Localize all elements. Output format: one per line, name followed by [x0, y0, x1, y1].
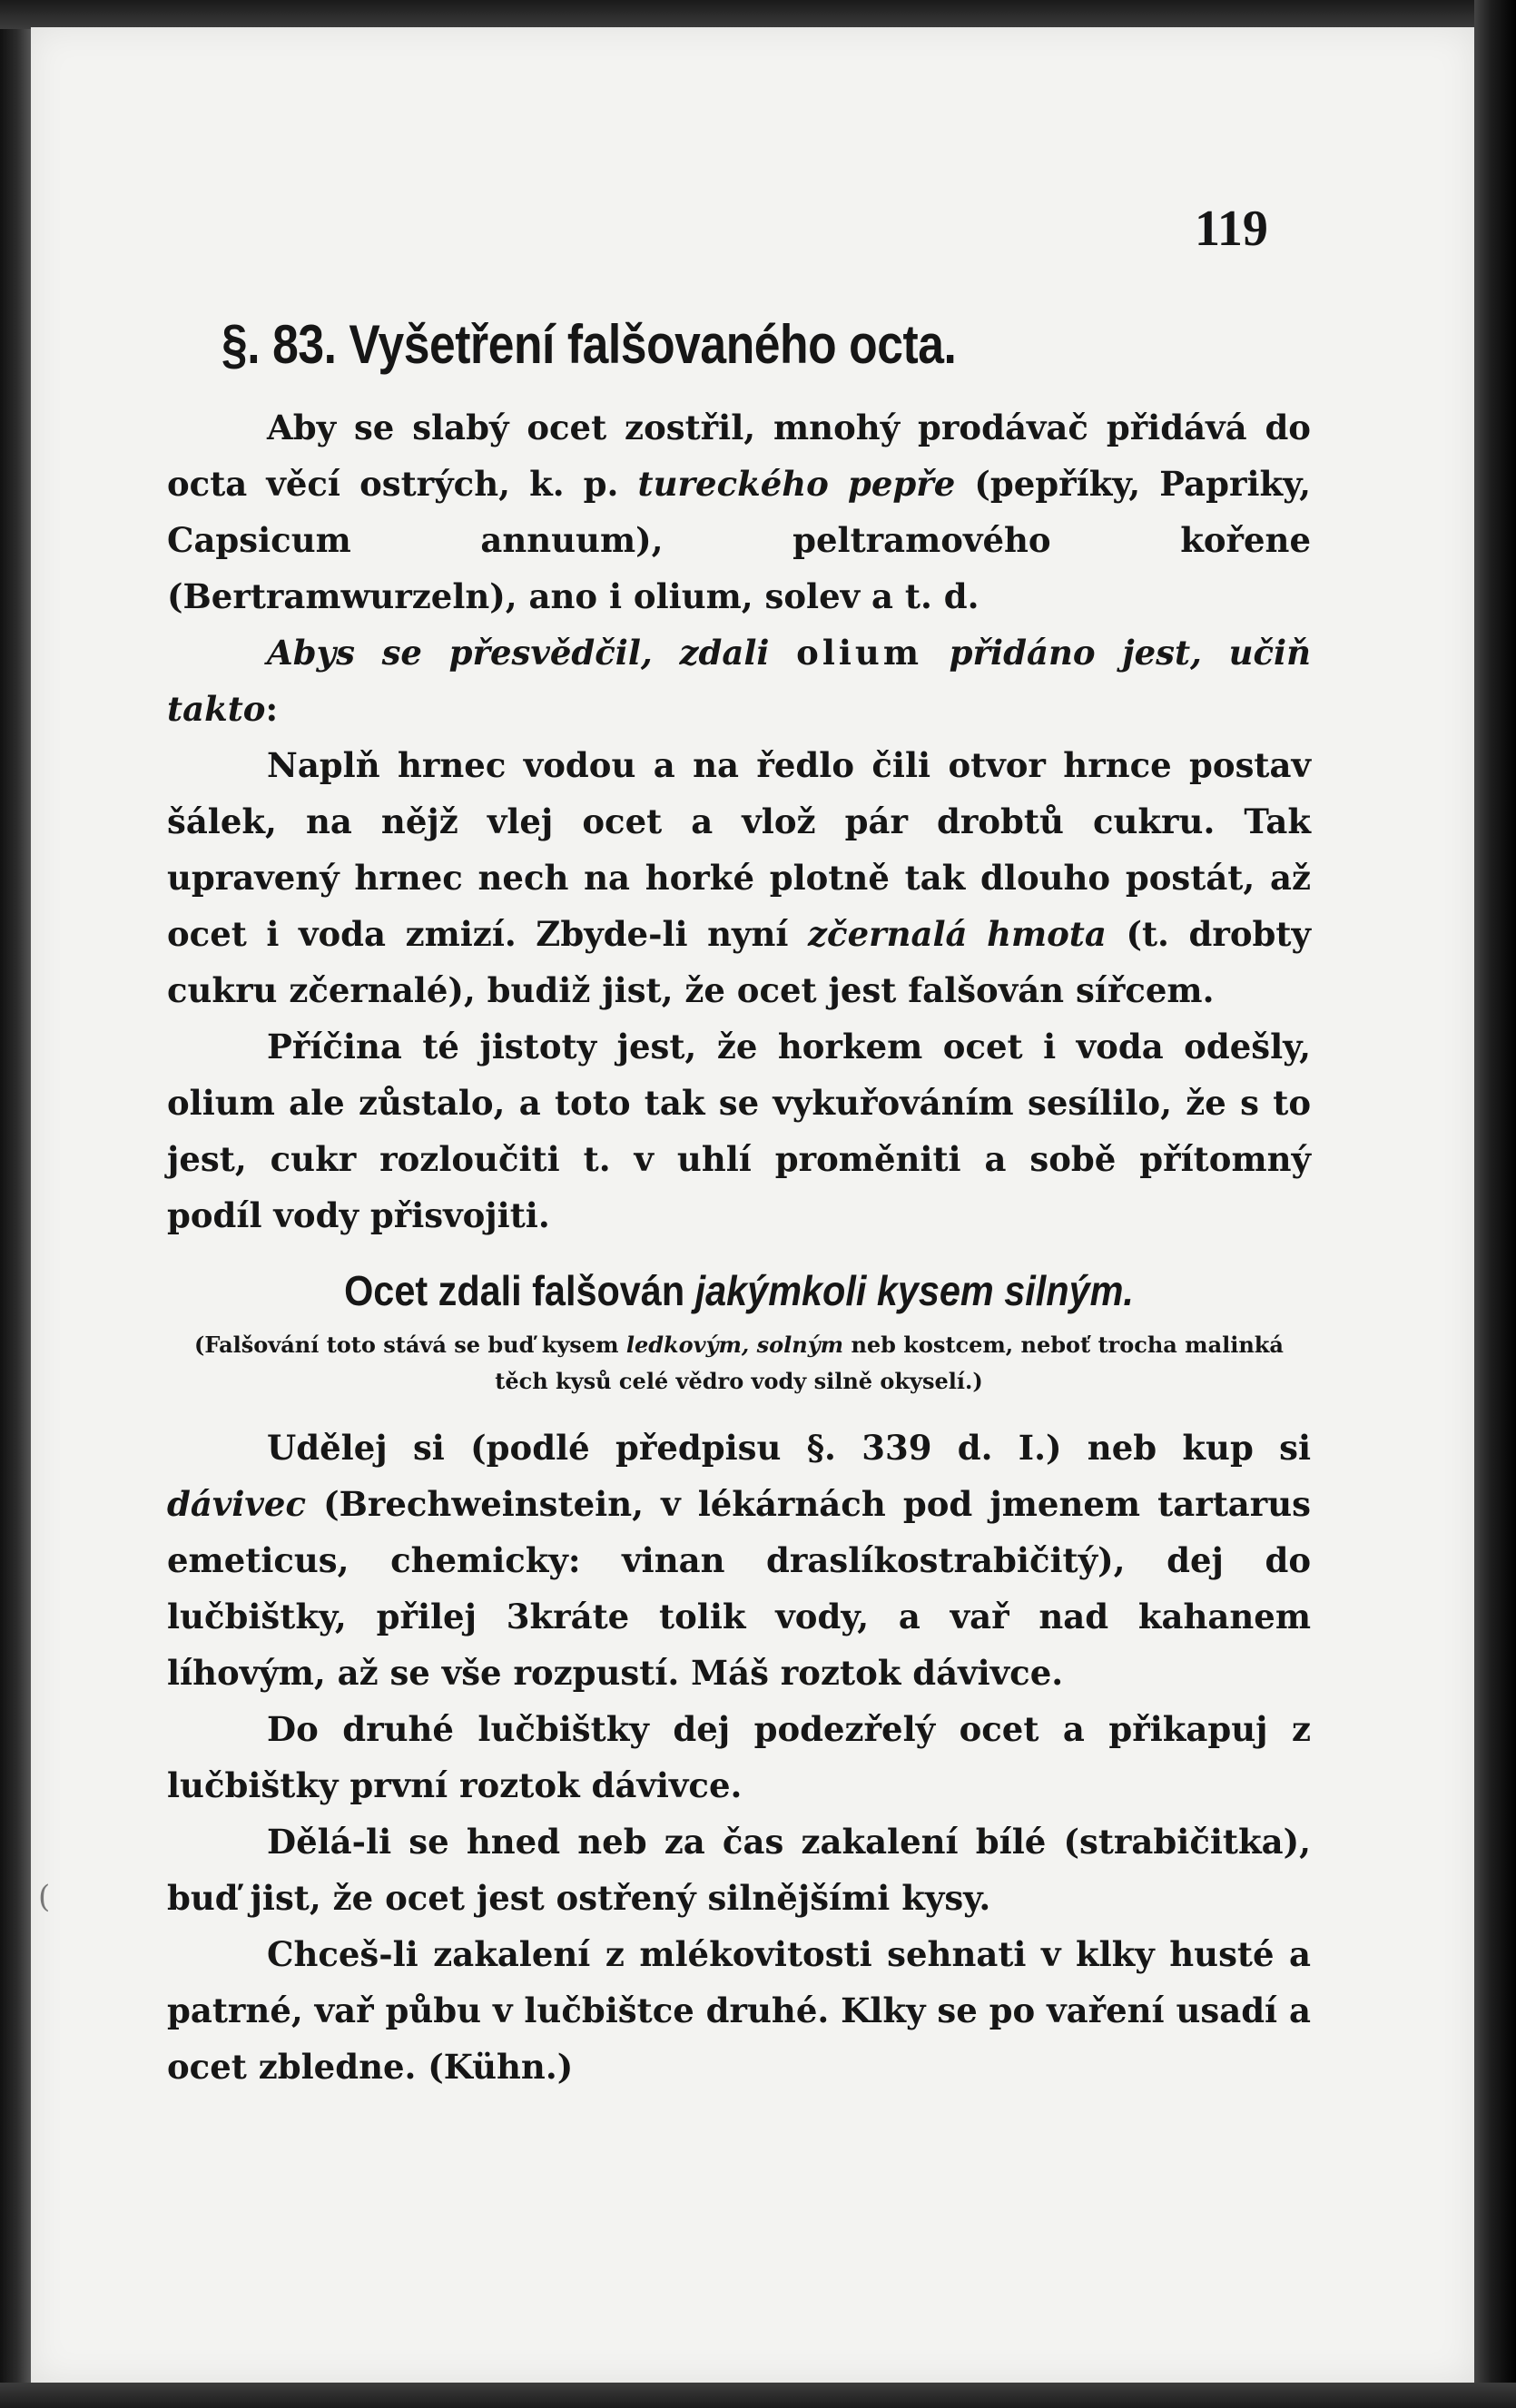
page-text: [167, 313, 1311, 2095]
paragraph-7: Dělá-li se hned neb za čas zakalení bílé (strabičitka), buď jist, že ocet jest ostřený silnějšími kysy.: [167, 1822, 1311, 1918]
note-italic: ledkovým, solným: [625, 1332, 844, 1358]
paragraph-1: [167, 399, 1311, 624]
paragraph-2-spaced: olium: [796, 633, 922, 673]
paragraph-5-text: Udělej si (podlé předpisu §. 339 d. I.) neb kup si: [267, 1428, 1311, 1468]
scan-border-right: [1474, 0, 1516, 2408]
paragraph-1-italic: tureckého pepře: [637, 464, 956, 504]
subsection-heading-italic: jakýmkoli kysem silným.: [694, 1267, 1134, 1314]
paragraph-2-italic-b: přidáno jest, učiň takto: [167, 633, 1311, 729]
scan-border-left: [0, 0, 31, 2408]
book-page: [31, 27, 1474, 2383]
margin-mark: (: [38, 1879, 51, 1915]
paragraph-5: [167, 1420, 1311, 1701]
paragraph-4: Příčina té jistoty jest, že horkem ocet i voda odešly, olium ale zůstalo, a toto tak se vykuřováním sesílilo, že s to jest, cukr rozloučiti t. v uhlí proměniti a sobě přítomný podíl vody přisvojiti.: [167, 1027, 1311, 1235]
paragraph-8: Chceš-li zakalení z mlékovitosti sehnati v klky husté a patrné, vař půbu v lučbištce druhé. Klky se po vaření usadí a ocet zbledne. (Kühn.): [167, 1934, 1311, 2087]
paragraph-2-italic-a: Abys se přesvědčil, zdali: [267, 633, 770, 673]
paragraph-3: [167, 737, 1311, 1018]
paragraph-5-tail: (Brechweinstein, v lékárnách pod jmenem tartarus emeticus, chemicky: vinan draslíkostrabičitý), dej do lučbištky, přilej 3kráte tolik vody, a vař nad kahanem líhovým, až se vše rozpustí. Máš roztok dávivce.: [167, 1484, 1311, 1693]
paragraph-2-colon: :: [265, 689, 279, 729]
note-close: neb kostcem, neboť trocha malinká těch kysů celé vědro vody silně okyselí.): [495, 1332, 1284, 1394]
note-open: (Falšování toto stává se buď kysem: [194, 1332, 619, 1358]
paragraph-3-tail: (t. drobty cukru zčernalé), budiž jist, že ocet jest falšován sířcem.: [167, 914, 1311, 1010]
scan-border-bottom: [0, 2383, 1516, 2408]
paragraph-5-italic: dávivec: [167, 1484, 306, 1524]
page-number: 119: [1195, 201, 1268, 257]
scan-border-top: [0, 0, 1516, 29]
section-heading: §. 83. Vyšetření falšovaného octa.: [221, 314, 957, 375]
paragraph-1-text: Aby se slabý ocet zostřil, mnohý prodávač přidává do octa věcí ostrých, k. p.: [167, 408, 1311, 504]
subsection-heading: [224, 1263, 1254, 1318]
paragraph-2: [167, 624, 1311, 737]
paragraph-3-text: Naplň hrnec vodou a na ředlo čili otvor hrnce postav šálek, na nějž vlej ocet a vlož pár drobtů cukru. Tak upravený hrnec nech na horké plotně tak dlouho postát, až ocet i voda zmizí. Zbyde-li nyní: [167, 745, 1311, 954]
footnote-remark: [167, 1327, 1311, 1400]
paragraph-6: Do druhé lučbištky dej podezřelý ocet a přikapuj z lučbištky první roztok dávivce.: [167, 1709, 1311, 1805]
paragraph-3-italic: zčernalá hmota: [808, 914, 1107, 954]
subsection-heading-plain: Ocet zdali falšován: [344, 1267, 685, 1314]
paragraph-1-tail: (pepříky, Papriky, Capsicum annuum), peltramového kořene (Bertramwurzeln), ano i olium, solev a t. d.: [167, 464, 1311, 616]
